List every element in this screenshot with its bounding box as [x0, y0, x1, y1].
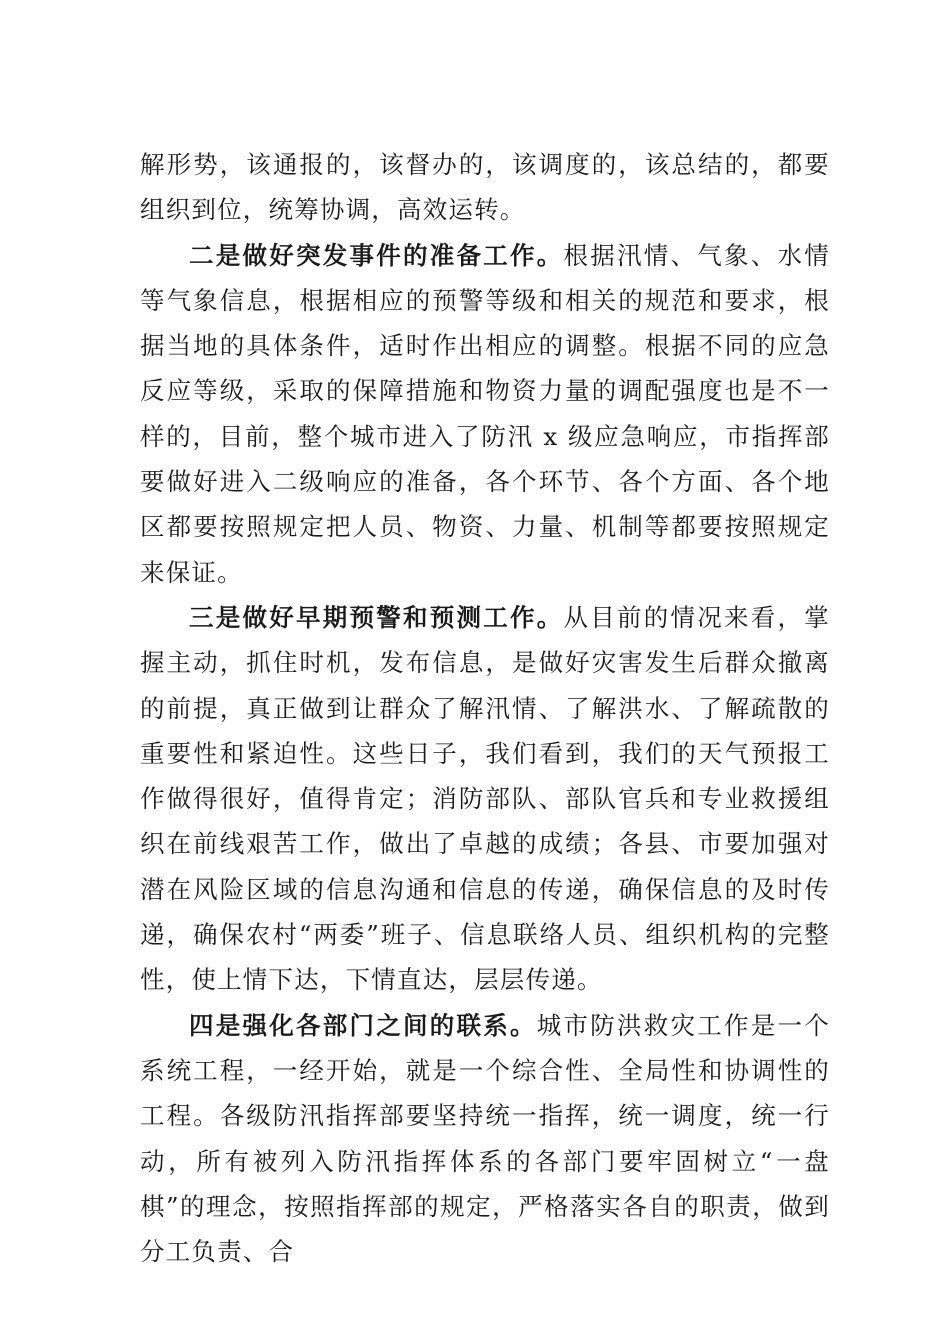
- paragraph-1-text: 解形势，该通报的，该督办的，该调度的，该总结的，都要组织到位，统筹协调，高效运转。: [140, 150, 830, 225]
- paragraph-2-text: 根据汛情、气象、水情等气象信息，根据相应的预警等级和相关的规范和要求，根据当地的具体条件，适时作出相应的调整。根据不同的应急反应等级，采取的保障措施和物资力量的调配强度也是不一样的，目前，整个城市进入了防汛 x 级应急响应，市指挥部要做好进入二级响应的准备，各个环节、各个方面、各个地区都要按照规定把人员、物资、力量、机制等都要按照规定来保证。: [140, 240, 830, 587]
- paragraph-3-text: 从目前的情况来看，掌握主动，抓住时机，发布信息，是做好灾害发生后群众撤离的前提，真正做到让群众了解汛情、了解洪水、了解疏散的重要性和紧迫性。这些日子，我们看到，我们的天气预报工作做得很好，值得肯定；消防部队、部队官兵和专业救援组织在前线艰苦工作，做出了卓越的成绩；各县、市要加强对潜在风险区域的信息沟通和信息的传递，确保信息的及时传递，确保农村“两委”班子、信息联络人员、组织机构的完整性，使上情下达，下情直达，层层传递。: [140, 602, 830, 995]
- document-body: [140, 142, 830, 1274]
- paragraph-4-text: 城市防洪救灾工作是一个系统工程，一经开始，就是一个综合性、全局性和协调性的工程。各级防汛指挥部要坚持统一指挥，统一调度，统一行动，所有被列入防汛指挥体系的各部门要牢固树立“一盘棋”的理念，按照指挥部的规定，严格落实各自的职责，做到分工负责、合: [140, 1010, 830, 1267]
- paragraph-4: [140, 1003, 830, 1275]
- paragraph-3-lead: 三是做好早期预警和预测工作。: [189, 602, 564, 632]
- paragraph-2-lead: 二是做好突发事件的准备工作。: [189, 240, 564, 270]
- paragraph-3: [140, 595, 830, 1003]
- paragraph-4-lead: 四是强化各部门之间的联系。: [189, 1010, 537, 1040]
- paragraph-2: [140, 233, 830, 595]
- paragraph-1: [140, 142, 830, 233]
